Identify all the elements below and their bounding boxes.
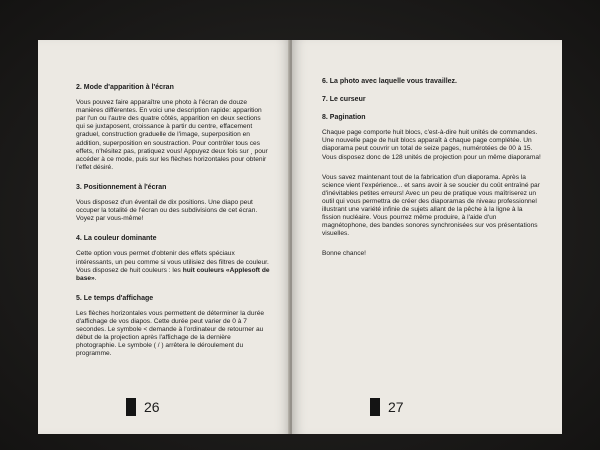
section-body-text: Cette option vous permet d'obtenir des effets spéciaux intéressants, un peu comme si vous utilisiez des filtres de couleur. Vous disposez de huit couleurs : les (76, 250, 269, 274)
section-positionnement (76, 184, 270, 223)
right-page (292, 40, 562, 434)
section-conclusion (322, 174, 542, 239)
section-pagination (322, 114, 542, 161)
section-couleur-dominante (76, 235, 270, 282)
page-footer (126, 398, 160, 416)
page-number: 27 (388, 399, 404, 415)
right-page-content (322, 78, 542, 271)
page-footer (370, 398, 404, 416)
left-page-content (76, 84, 270, 370)
left-page (38, 40, 290, 434)
section-body: Vous disposez d'un éventail de dix positions. Une diapo peut occuper la totalité de l'écran ou des subdivisions de cet écran. Voyez par vous-même! (76, 199, 258, 223)
section-mode-apparition (76, 84, 270, 172)
section-title: 5. Le temps d'affichage (76, 294, 154, 302)
section-temps-affichage (76, 295, 270, 359)
section-body: Vous savez maintenant tout de la fabrication d'un diaporama. Après la science vient l'expérience... et sans avoir à se soucier du coût entraîné par d'inévitables petites erreurs! Avec un peu de pratique vous maîtriserez un outil qui vous permettra de créer des diaporamas de niveau professionnel illustrant une variété infinie de sujets allant de la pêche à la ligne à la fission nucléaire. Vous pourrez même produire, à l'aide d'un magnétophone, des bandes sonores synchronisées sur vos présentations visuelles. (322, 173, 540, 238)
highlight-text: huit couleurs «Applesoft de base» (76, 266, 270, 282)
section-closing (322, 250, 542, 258)
page-number: 26 (144, 399, 160, 415)
section-title: 3. Positionnement à l'écran (76, 183, 167, 191)
section-body-suffix: . (94, 274, 97, 282)
section-body: Vous pouvez faire apparaître une photo à l'écran de douze manières différentes. En voici une description rapide: apparition par l'un ou l'autre des quatre côtés, apparition en deux sections qui se juxtaposent, croissance à partir du centre, effacement graduel, construction graduelle de l'image, superposition en addition, superposition en soustraction. Pour contrôler tous ces effets, n'hésitez pas, pratiquez vous! Appuyez deux fois sur ¸ pour accéder à ce mode, puis sur les flèches horizontales pour obtenir l'effet désiré. (76, 99, 268, 171)
closing-text: Bonne chance! (322, 250, 366, 258)
section-body: Chaque page comporte huit blocs, c'est-à-dire huit unités de commandes. Une nouvelle page de huit blocs apparaît à chaque page complétée. Un diaporama peut couvrir un total de seize pages, numérotées de 00 à 15. Vous disposez donc de 128 unités de projection pour un même diaporama! (322, 129, 541, 161)
section-body: Les flèches horizontales vous permettent de déterminer la durée d'affichage de vos diapos. Cette durée peut varier de 0 à 7 secondes. Le symbole < demande à l'ordinateur de retourner au début de la projection après l'affichage de la dernière photographie. Le symbole ( / ) arrêtera le déroulement du programme. (76, 309, 265, 358)
section-title: 6. La photo avec laquelle vous travaillez. (322, 78, 457, 85)
section-photo (322, 78, 542, 86)
page-tab-marker (126, 398, 136, 416)
section-title: 7. Le curseur (322, 96, 366, 104)
section-title: 8. Pagination (322, 114, 366, 122)
section-title: 4. La couleur dominante (76, 235, 157, 243)
section-body (76, 250, 270, 282)
section-title: 2. Mode d'apparition à l'écran (76, 84, 174, 91)
page-tab-marker (370, 398, 380, 416)
section-curseur (322, 96, 542, 104)
